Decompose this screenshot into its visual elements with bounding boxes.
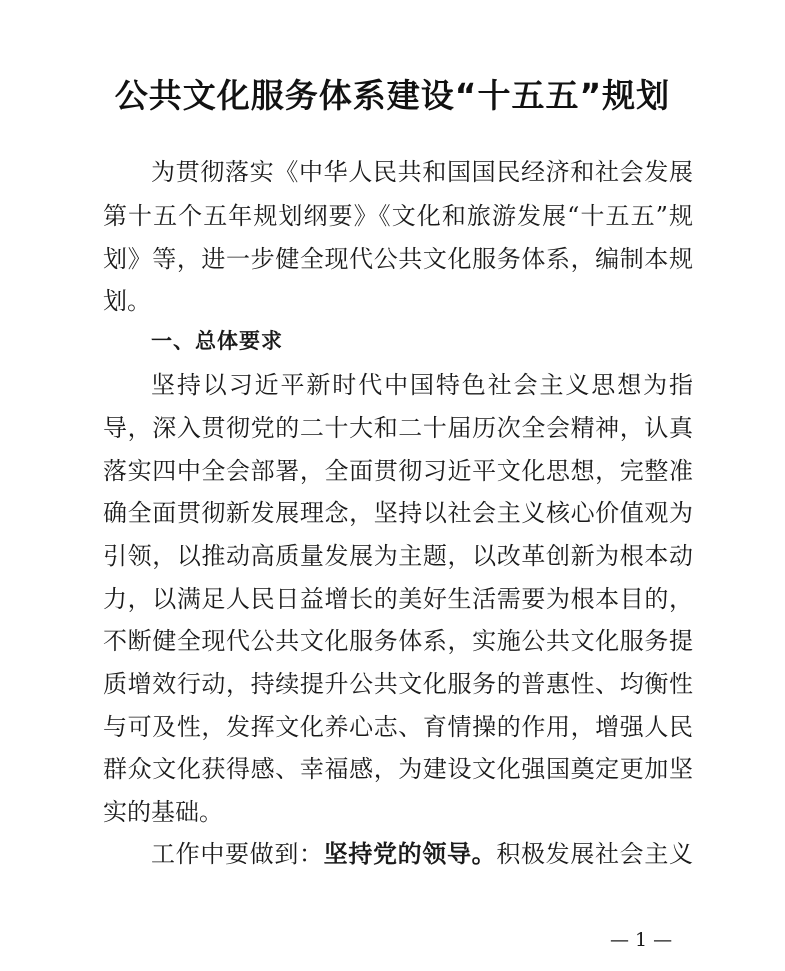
party-leadership-principle: 坚持党的领导。: [323, 840, 497, 868]
intro-line-4: 划。: [103, 287, 151, 315]
document-title: 公共文化服务体系建设“十五五”规划: [114, 76, 671, 115]
paragraph-line: 与可及性，发挥文化养心志、育情操的作用，增强人民: [103, 713, 693, 741]
intro-line-2: 第十五个五年规划纲要》《文化和旅游发展“十五五”规: [103, 202, 693, 230]
paragraph-line: 力，以满足人民日益增长的美好生活需要为根本目的，: [103, 585, 693, 613]
principles-lead-text: 工作中要做到：: [151, 840, 324, 868]
intro-line-3: 划》等，进一步健全现代公共文化服务体系，编制本规: [103, 245, 693, 273]
paragraph-line: 质增效行动，持续提升公共文化服务的普惠性、均衡性: [103, 670, 693, 698]
section-heading-overall-requirements: 一、总体要求: [151, 329, 283, 353]
page-number: — 1 —: [610, 929, 673, 951]
paragraph-line: 引领，以推动高质量发展为主题，以改革创新为根本动: [103, 542, 693, 570]
paragraph-line: 群众文化获得感、幸福感，为建设文化强国奠定更加坚: [103, 755, 693, 783]
paragraph-line: 坚持以习近平新时代中国特色社会主义思想为指: [151, 371, 693, 399]
paragraph-line: 导，深入贯彻党的二十大和二十届历次全会精神，认真: [103, 414, 693, 442]
paragraph-line: 落实四中全会部署，全面贯彻习近平文化思想，完整准: [103, 457, 693, 485]
principles-continuation-text: 积极发展社会主义: [496, 840, 694, 868]
paragraph-line: 不断健全现代公共文化服务体系，实施公共文化服务提: [103, 627, 693, 655]
intro-line-1: 为贯彻落实《中华人民共和国国民经济和社会发展: [151, 158, 693, 186]
paragraph-line: 实的基础。: [103, 798, 223, 826]
work-principles-line: [151, 834, 693, 874]
paragraph-line: 确全面贯彻新发展理念，坚持以社会主义核心价值观为: [103, 499, 693, 527]
